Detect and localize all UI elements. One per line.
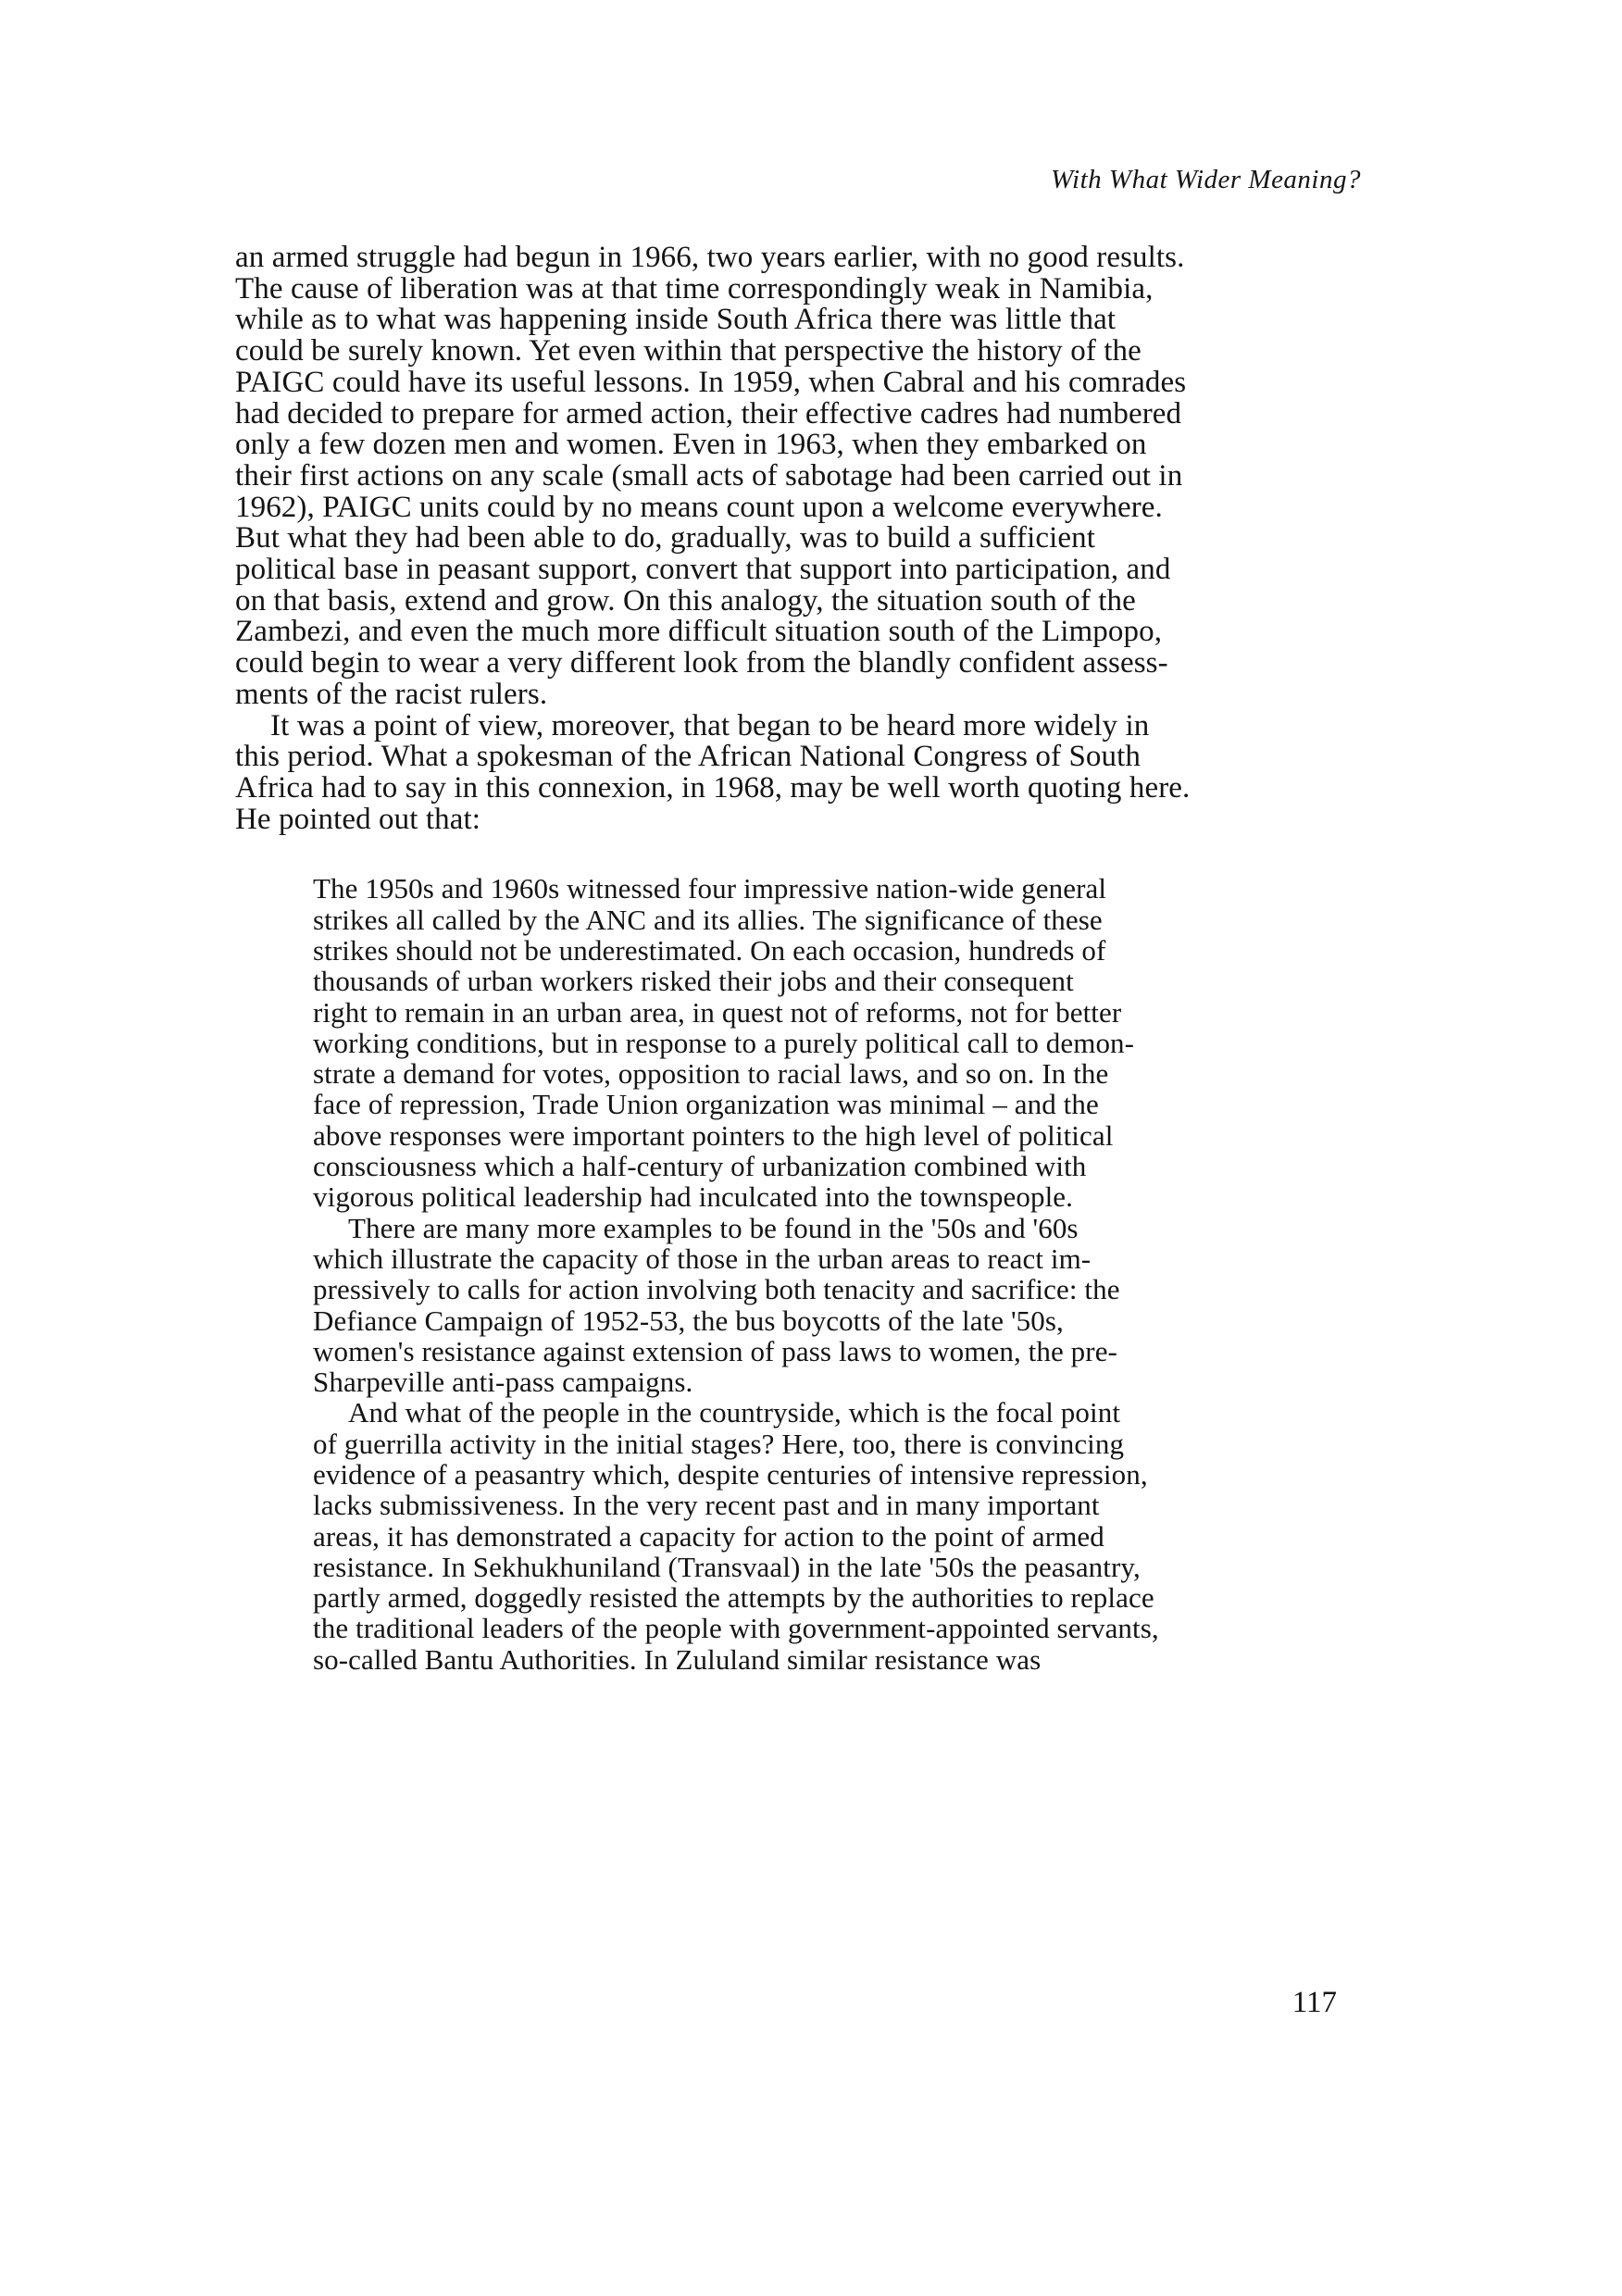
quote-line: working conditions, but in response to a purely political call to demon- — [313, 1026, 1135, 1059]
quote-line: The 1950s and 1960s witnessed four impressive nation-wide general — [313, 872, 1107, 905]
quote-line: strikes should not be underestimated. On each occasion, hundreds of — [313, 933, 1106, 967]
text-line: their first actions on any scale (small acts of sabotage had been carried out in — [235, 458, 1183, 493]
text-line: an armed struggle had begun in 1966, two years earlier, with no good results. — [235, 241, 1185, 274]
text-line: political base in peasant support, convert that support into participation, and — [235, 553, 1171, 587]
text-line: while as to what was happening inside South Africa there was little that — [235, 303, 1117, 337]
text-line: Africa had to say in this connexion, in 1968, may be well worth quoting here. — [235, 770, 1191, 805]
quote-line: pressively to calls for action involving both tenacity and sacrifice: the — [313, 1273, 1120, 1306]
quote-line: women's resistance against extension of pass laws to women, the pre- — [313, 1334, 1117, 1367]
text-line: only a few dozen men and women. Even in 1963, when they embarked on — [235, 428, 1147, 462]
paragraph-2 — [235, 708, 1357, 836]
text-line: It was a point of view, moreover, that began to be heard more widely in — [270, 708, 1150, 742]
text-line: ments of the racist rulers. — [235, 677, 548, 711]
text-line: PAIGC could have its useful lessons. In 1959, when Cabral and his comrades — [235, 365, 1187, 399]
quote-line: And what of the people in the countryside, which is the focal point — [348, 1396, 1121, 1429]
body-text — [235, 243, 1357, 1675]
quote-line: face of repression, Trade Union organization was minimal – and the — [313, 1088, 1099, 1121]
text-line: could be surely known. Yet even within that perspective the history of the — [235, 334, 1142, 368]
quote-line: vigorous political leadership had inculcated into the townspeople. — [313, 1180, 1074, 1214]
text-line: this period. What a spokesman of the African National Congress of South — [235, 740, 1141, 774]
text-line: 1962), PAIGC units could by no means count upon a welcome everywhere. — [235, 490, 1163, 524]
quote-line: above responses were important pointers to the high level of political — [313, 1118, 1114, 1152]
quote-line: which illustrate the capacity of those in the urban areas to react im- — [313, 1242, 1092, 1275]
text-line: He pointed out that: — [235, 802, 481, 836]
text-line: Zambezi, and even the much more difficult situation south of the Limpopo, — [235, 615, 1163, 649]
quote-line: strikes all called by the ANC and its allies. The significance of these — [313, 903, 1103, 936]
quote-line: of guerrilla activity in the initial stages? Here, too, there is convincing — [313, 1427, 1125, 1460]
quote-paragraph-3 — [313, 1397, 1357, 1675]
quote-line: Sharpeville anti-pass campaigns. — [313, 1366, 693, 1399]
text-line: could begin to wear a very different look from the blandly confident assess- — [235, 646, 1168, 680]
text-line: had decided to prepare for armed action, their effective cadres had numbered — [235, 396, 1182, 430]
paragraph-1 — [235, 243, 1357, 711]
quote-line: There are many more examples to be found in the '50s and '60s — [348, 1211, 1079, 1244]
quote-line: the traditional leaders of the people with government-appointed servants, — [313, 1612, 1159, 1645]
quote-line: consciousness which a half-century of urbanization combined with — [313, 1150, 1087, 1183]
quote-line: strate a demand for votes, opposition to racial laws, and so on. In the — [313, 1057, 1109, 1091]
quote-line: areas, it has demonstrated a capacity for action to the point of armed — [313, 1519, 1104, 1553]
quote-line: Defiance Campaign of 1952-53, the bus boycotts of the late '50s, — [313, 1304, 1064, 1337]
block-quote — [235, 873, 1357, 1675]
quote-paragraph-2 — [313, 1213, 1357, 1398]
quote-line: partly armed, doggedly resisted the attempts by the authorities to replace — [313, 1581, 1154, 1615]
text-line: But what they had been able to do, gradually, was to build a sufficient — [235, 521, 1096, 555]
quote-line: so-called Bantu Authorities. In Zululand similar resistance was — [313, 1642, 1042, 1676]
quote-line: thousands of urban workers risked their jobs and their consequent — [313, 965, 1074, 998]
quote-line: resistance. In Sekhukhuniland (Transvaal) in the late '50s the peasantry, — [313, 1550, 1141, 1583]
quote-line: right to remain in an urban area, in quest not of reforms, not for better — [313, 995, 1122, 1029]
page-number: 117 — [1291, 1986, 1337, 2019]
quote-line: evidence of a peasantry which, despite centuries of intensive repression, — [313, 1458, 1148, 1491]
running-head: With What Wider Meaning? — [1051, 165, 1361, 194]
quote-paragraph-1 — [313, 873, 1357, 1212]
quote-line: lacks submissiveness. In the very recent past and in many important — [313, 1489, 1100, 1522]
text-line: The cause of liberation was at that time correspondingly weak in Namibia, — [235, 271, 1154, 306]
text-line: on that basis, extend and grow. On this analogy, the situation south of the — [235, 583, 1136, 618]
